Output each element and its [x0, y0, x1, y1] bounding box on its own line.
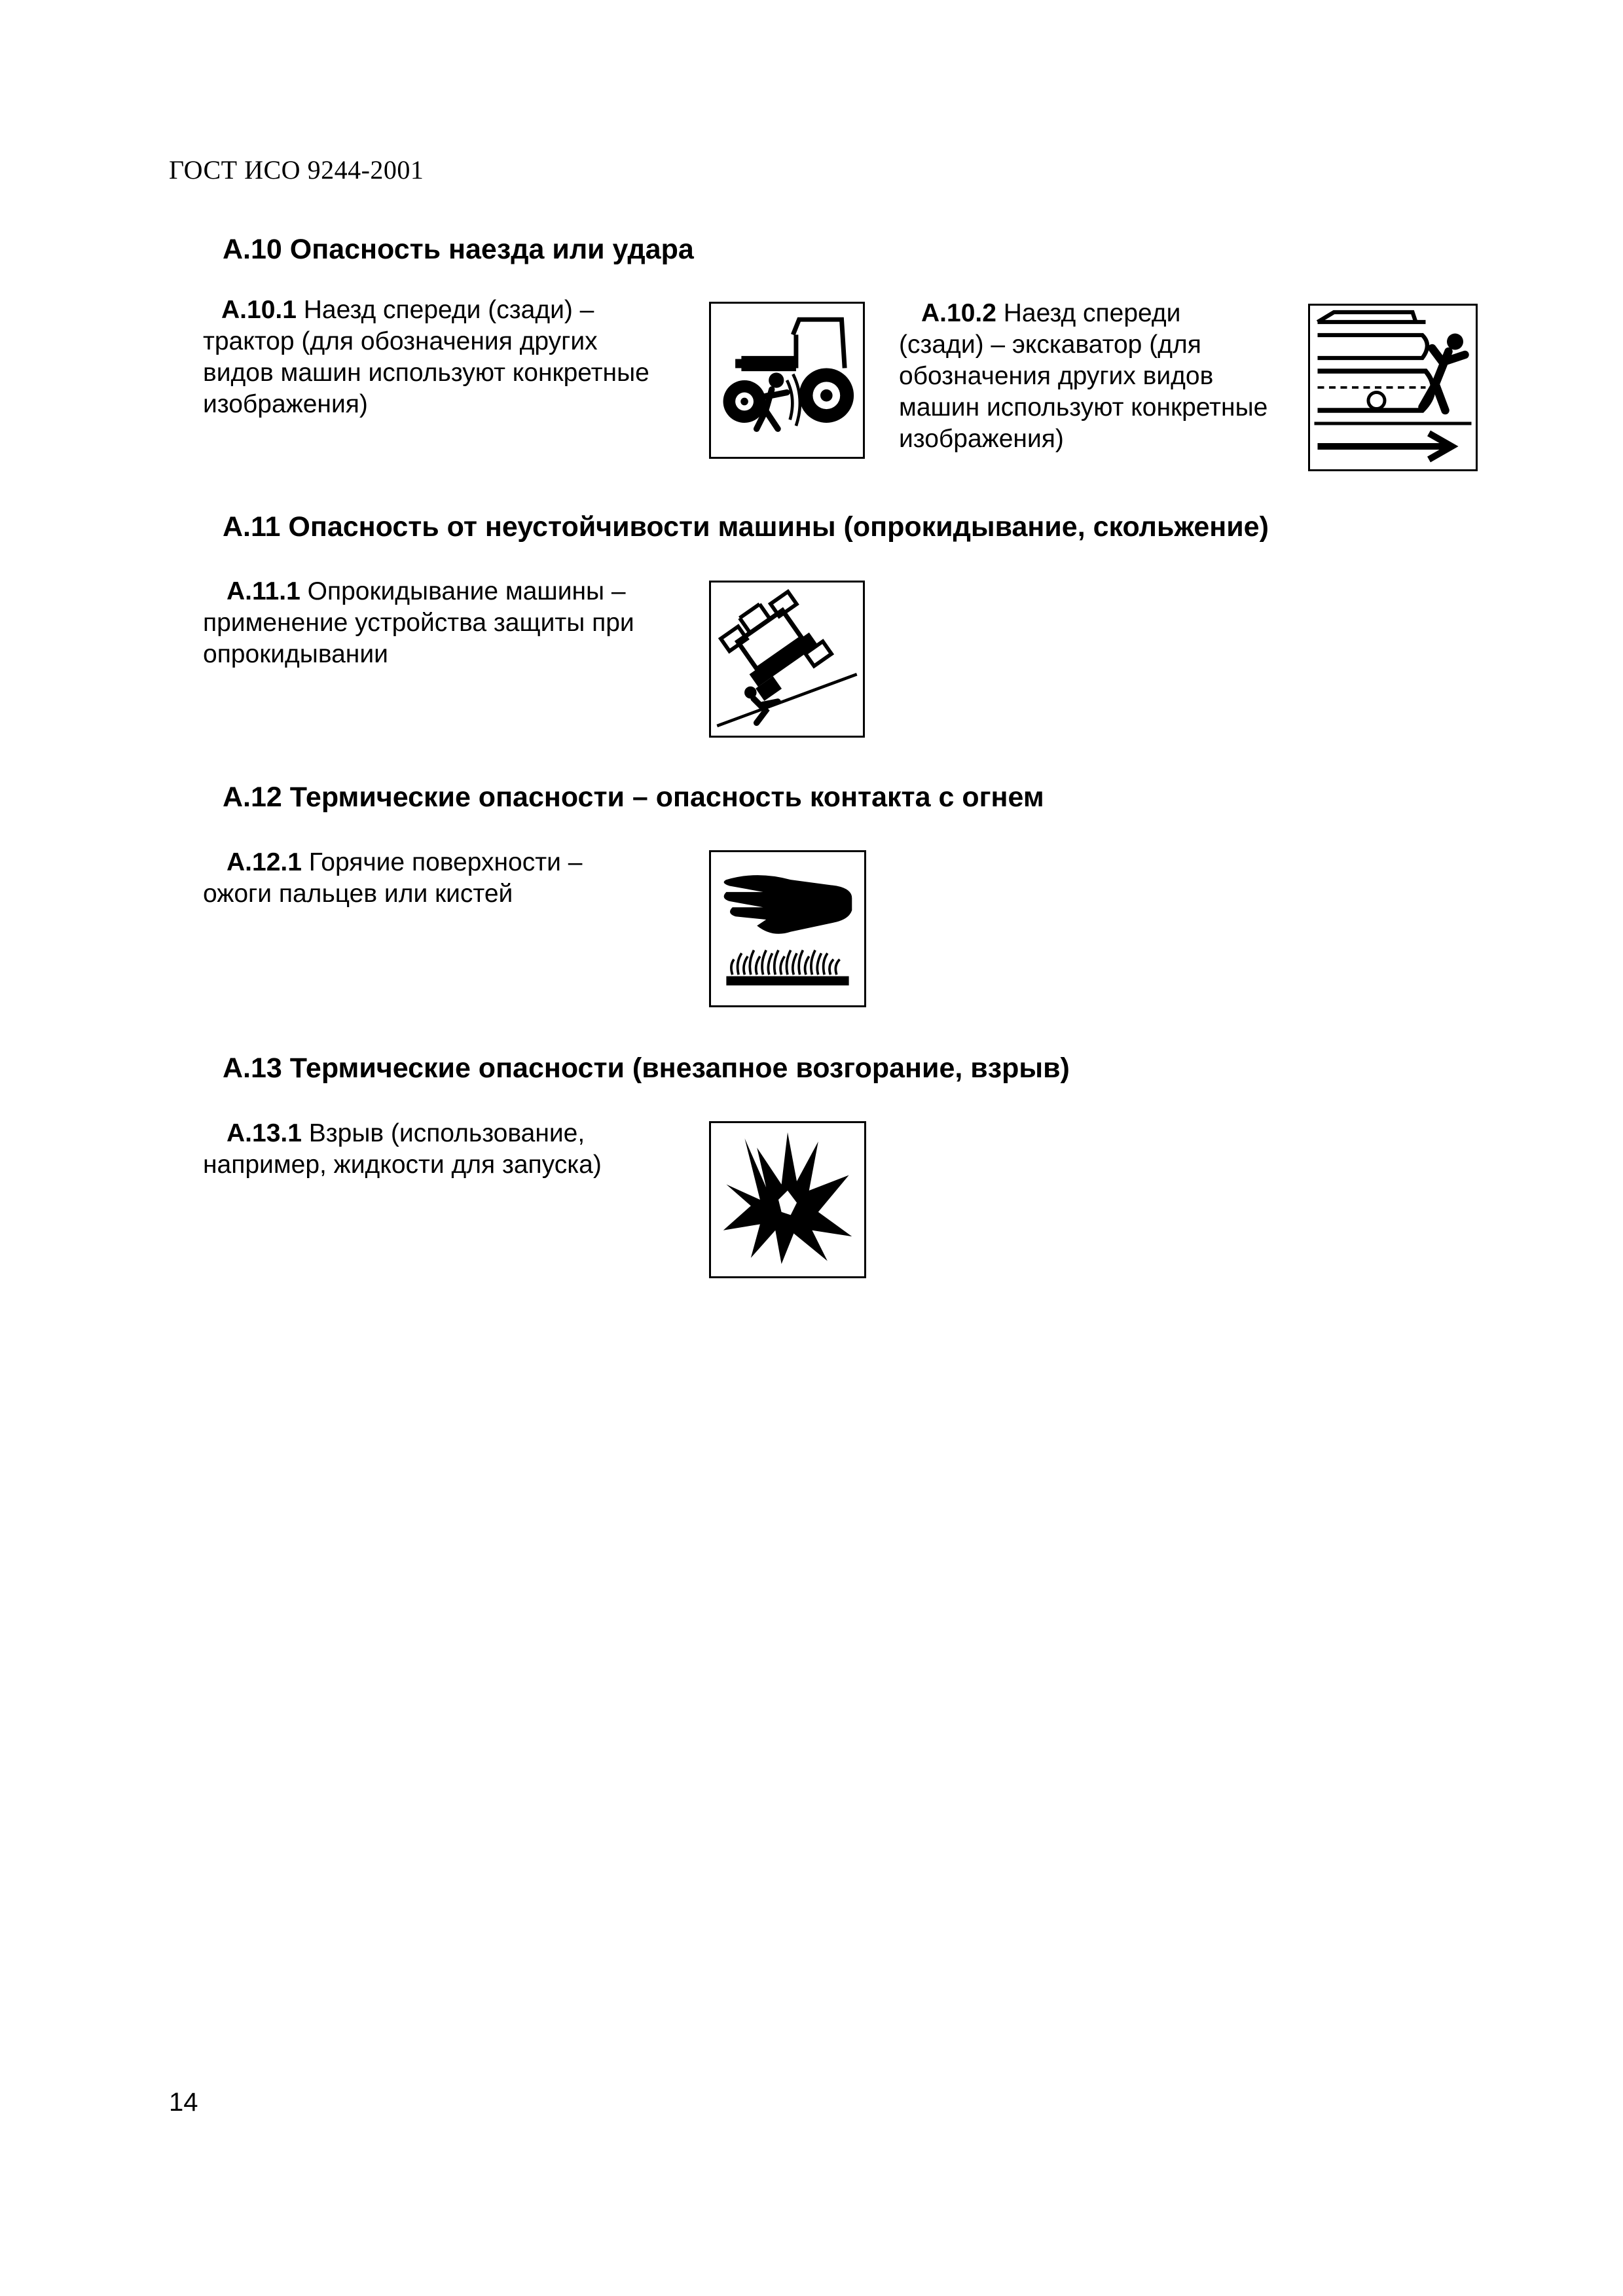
item-a11-1-text: А.11.1 Опрокидывание машины – применение устройства защиты при опрокидывании [203, 577, 634, 668]
page-number: 14 [169, 2088, 198, 2117]
item-a10-2-text: А.10.2 Наезд спереди (сзади) – экскаватор (для обозначения других видов машин используют конкретные изображения) [899, 299, 1268, 453]
section-heading-a10: А.10 Опасность наезда или удара [223, 234, 694, 265]
machine-rollover-icon [709, 581, 865, 738]
item-code: А.10.2 [921, 299, 996, 327]
section-heading-a11: А.11 Опасность от неустойчивости машины (опрокидывание, скольжение) [223, 511, 1269, 543]
section-heading-a13: А.13 Термические опасности (внезапное возгорание, взрыв) [223, 1052, 1070, 1084]
item-a13-1-text: А.13.1 Взрыв (использование, например, жидкости для запуска) [203, 1119, 602, 1179]
explosion-icon [709, 1121, 866, 1278]
item-code: А.13.1 [227, 1119, 302, 1147]
item-code: А.10.1 [221, 296, 297, 324]
item-a10-1-text: А.10.1 Наезд спереди (сзади) – трактор (для обозначения других видов машин используют конкретные изображения) [203, 296, 649, 418]
item-code: А.12.1 [227, 848, 302, 876]
hot-surface-hand-icon [709, 850, 866, 1007]
tractor-run-over-icon [709, 302, 865, 459]
excavator-run-over-icon [1308, 304, 1478, 471]
section-heading-a12: А.12 Термические опасности – опасность контакта с огнем [223, 781, 1044, 813]
page-header: ГОСТ ИСО 9244-2001 [169, 155, 424, 185]
item-code: А.11.1 [227, 577, 301, 605]
item-a12-1-text: А.12.1 Горячие поверхности – ожоги пальцев или кистей [203, 848, 583, 908]
